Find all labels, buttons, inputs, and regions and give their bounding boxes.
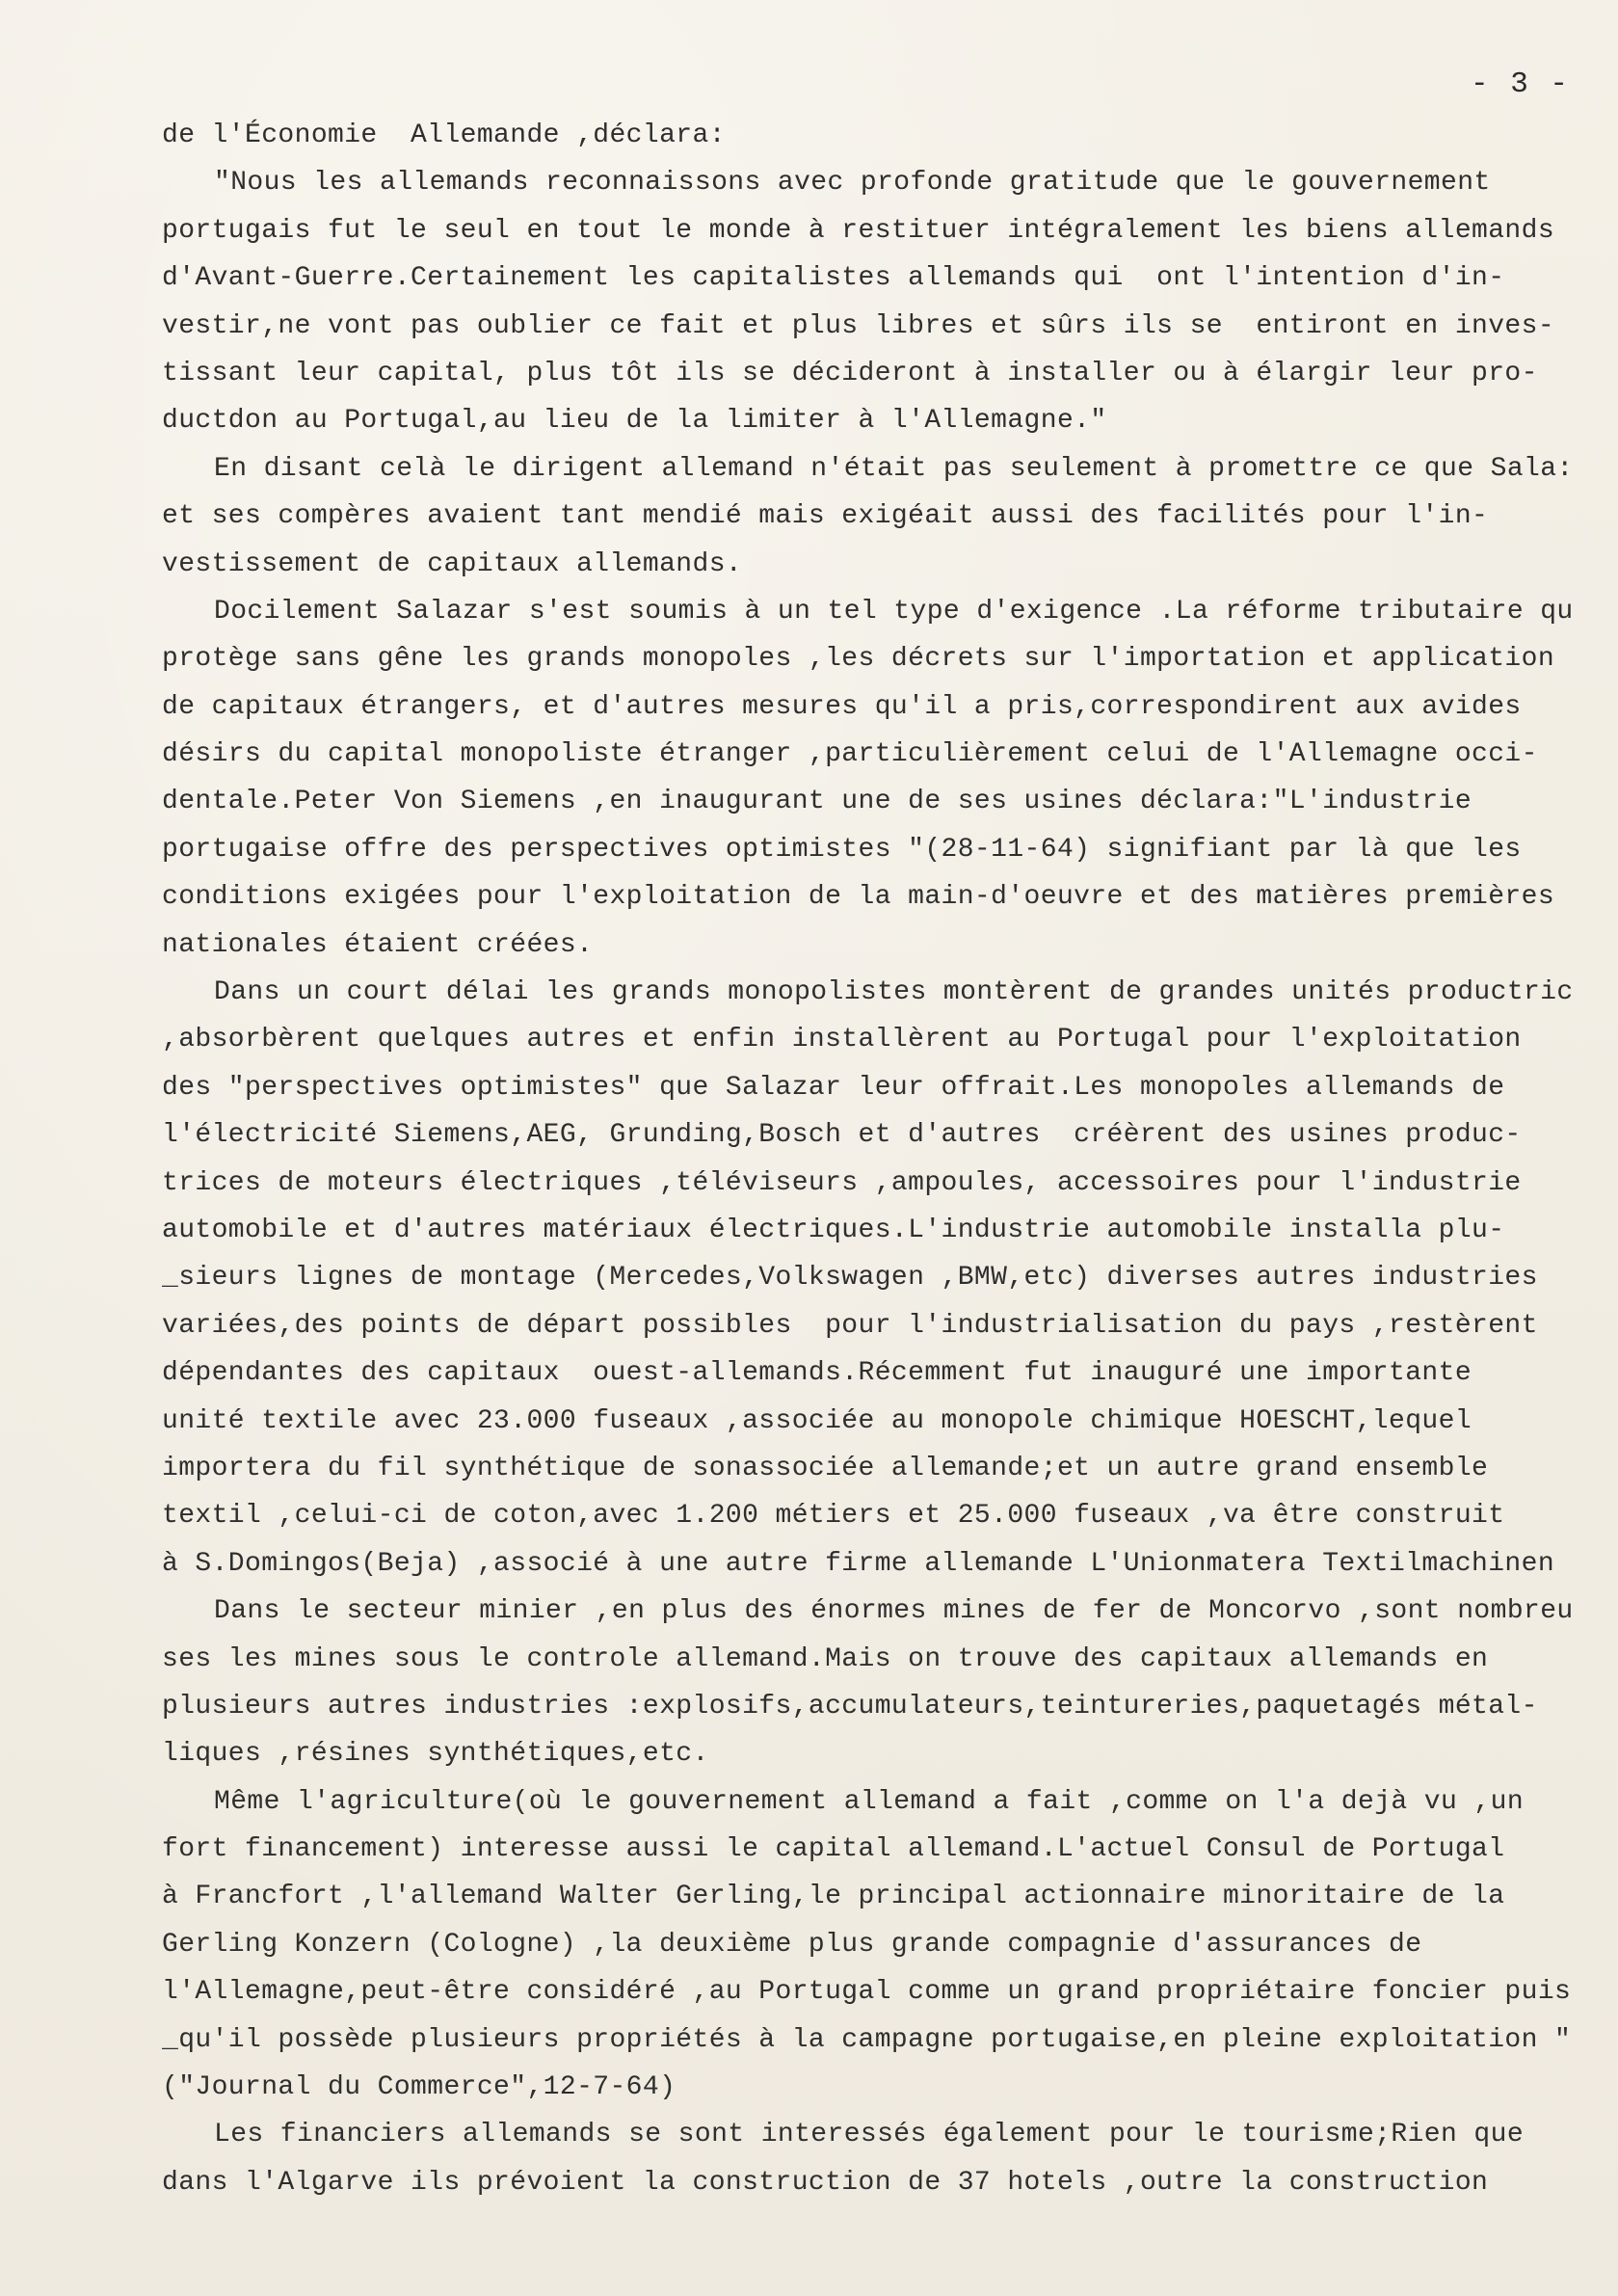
text-line: Docilement Salazar s'est soumis à un tel type d'exigence .La réforme tributaire qu xyxy=(214,596,1574,627)
text-line: à Francfort ,l'allemand Walter Gerling,le principal actionnaire minoritaire de la xyxy=(162,1882,1505,1912)
text-line: protège sans gêne les grands monopoles ,les décrets sur l'importation et application xyxy=(162,644,1555,675)
text-line: et ses compères avaient tant mendié mais exigéait aussi des facilités pour l'in- xyxy=(162,501,1489,532)
text-line: ses les mines sous le controle allemand.Mais on trouve des capitaux allemands en xyxy=(162,1643,1489,1674)
text-line: plusieurs autres industries :explosifs,accumulateurs,teintureries,paquetagés métal- xyxy=(162,1691,1538,1722)
text-line: tissant leur capital, plus tôt ils se décideront à installer ou à élargir leur pro- xyxy=(162,358,1538,388)
text-line: textil ,celui-ci de coton,avec 1.200 métiers et 25.000 fuseaux ,va être construit xyxy=(162,1501,1505,1532)
text-line: importera du fil synthétique de sonassociée allemande;et un autre grand ensemble xyxy=(162,1453,1489,1483)
text-line: _sieurs lignes de montage (Mercedes,Volkswagen ,BMW,etc) diverses autres industries xyxy=(162,1263,1538,1294)
text-line: Gerling Konzern (Cologne) ,la deuxième plus grande compagnie d'assurances de xyxy=(162,1929,1422,1960)
text-line: désirs du capital monopoliste étranger ,particulièrement celui de l'Allemagne occi- xyxy=(162,739,1538,770)
text-line: nationales étaient créées. xyxy=(162,929,594,960)
text-line: dentale.Peter Von Siemens ,en inaugurant une de ses usines déclara:"L'industrie xyxy=(162,787,1472,817)
page-number: - 3 - xyxy=(1470,67,1570,101)
text-line: Même l'agriculture(où le gouvernement allemand a fait ,comme on l'a dejà vu ,un xyxy=(214,1786,1525,1817)
text-line: ("Journal du Commerce",12-7-64) xyxy=(162,2072,676,2103)
text-line: ductdon au Portugal,au lieu de la limiter à l'Allemagne." xyxy=(162,406,1107,437)
text-line: dans l'Algarve ils prévoient la construction de 37 hotels ,outre la construction xyxy=(162,2167,1489,2198)
text-line: de l'Économie Allemande ,déclara: xyxy=(162,120,726,150)
text-line: à S.Domingos(Beja) ,associé à une autre firme allemande L'Unionmatera Textilmachinen xyxy=(162,1548,1555,1579)
text-line: liques ,résines synthétiques,etc. xyxy=(162,1739,709,1770)
text-line: ,absorbèrent quelques autres et enfin installèrent au Portugal pour l'exploitation xyxy=(162,1025,1522,1055)
text-line: "Nous les allemands reconnaissons avec profonde gratitude que le gouvernement xyxy=(214,168,1491,199)
text-line: vestir,ne vont pas oublier ce fait et plus libres et sûrs ils se entiront en inves- xyxy=(162,310,1555,341)
text-line: conditions exigées pour l'exploitation de la main-d'oeuvre et des matières premières xyxy=(162,882,1555,913)
text-line: Dans le secteur minier ,en plus des énormes mines de fer de Moncorvo ,sont nombreu xyxy=(214,1596,1574,1627)
text-line: En disant celà le dirigent allemand n'était pas seulement à promettre ce que Sala: xyxy=(214,453,1574,484)
text-line: variées,des points de départ possibles pour l'industrialisation du pays ,restèrent xyxy=(162,1310,1538,1341)
text-line: portugaise offre des perspectives optimistes "(28-11-64) signifiant par là que les xyxy=(162,834,1522,865)
text-line: l'électricité Siemens,AEG, Grunding,Bosch et d'autres créèrent des usines produc- xyxy=(162,1120,1522,1151)
text-line: _qu'il possède plusieurs propriétés à la campagne portugaise,en pleine exploitation " xyxy=(162,2024,1572,2055)
text-line: l'Allemagne,peut-être considéré ,au Portugal comme un grand propriétaire foncier puis xyxy=(162,1977,1572,2008)
text-line: dépendantes des capitaux ouest-allemands.Récemment fut inauguré une importante xyxy=(162,1358,1472,1389)
text-line: trices de moteurs électriques ,téléviseurs ,ampoules, accessoires pour l'industrie xyxy=(162,1167,1522,1198)
text-line: unité textile avec 23.000 fuseaux ,associée au monopole chimique HOESCHT,lequel xyxy=(162,1405,1472,1436)
text-line: automobile et d'autres matériaux électriques.L'industrie automobile installa plu- xyxy=(162,1215,1505,1245)
text-line: fort financement) interesse aussi le capital allemand.L'actuel Consul de Portugal xyxy=(162,1834,1505,1865)
text-line: de capitaux étrangers, et d'autres mesures qu'il a pris,correspondirent aux avides xyxy=(162,691,1522,722)
text-line: Dans un court délai les grands monopolistes montèrent de grandes unités productric xyxy=(214,977,1574,1008)
text-line: Les financiers allemands se sont interessés également pour le tourisme;Rien que xyxy=(214,2120,1525,2150)
text-line: portugais fut le seul en tout le monde à restituer intégralement les biens allemands xyxy=(162,215,1555,246)
text-line: d'Avant-Guerre.Certainement les capitalistes allemands qui ont l'intention d'in- xyxy=(162,263,1505,294)
text-line: des "perspectives optimistes" que Salazar leur offrait.Les monopoles allemands de xyxy=(162,1072,1505,1103)
document-body xyxy=(162,112,1588,2206)
text-line: vestissement de capitaux allemands. xyxy=(162,548,743,579)
